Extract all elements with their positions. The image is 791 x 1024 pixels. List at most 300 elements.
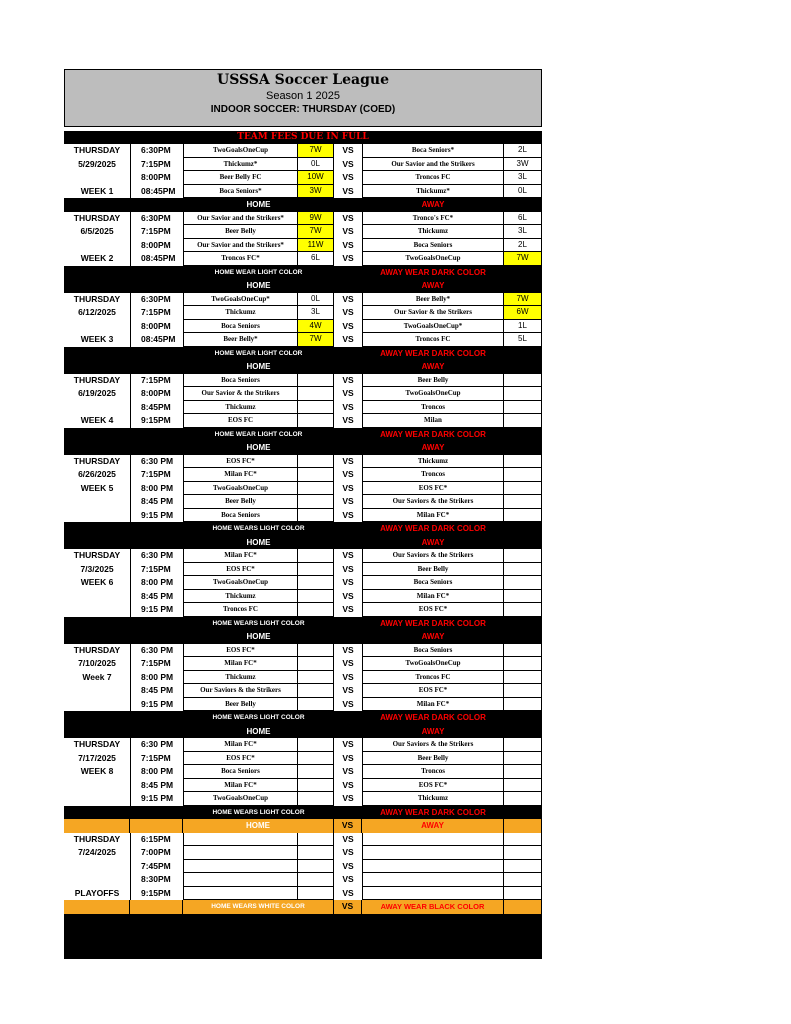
away-team: Troncos [362, 468, 504, 482]
home-team: EOS FC* [183, 455, 298, 469]
day-label: THURSDAY [64, 455, 130, 469]
home-color-note: HOME WEARS LIGHT COLOR [212, 808, 305, 816]
away-score: 2L [504, 239, 542, 253]
away-score: 3L [504, 225, 542, 239]
away-team: Milan FC* [362, 698, 504, 712]
band-spacer [504, 536, 542, 550]
home-label: HOME [246, 362, 271, 371]
day-label: THURSDAY [64, 549, 130, 563]
away-score [504, 374, 542, 388]
match-time: 9:15 PM [130, 792, 183, 806]
home-team: TwoGoalsOneCup* [183, 293, 298, 307]
match-time: 8:00 PM [130, 482, 183, 496]
match-row [64, 657, 542, 671]
match-time: 8:00 PM [130, 576, 183, 590]
day-label [64, 873, 130, 887]
away-score: 5L [504, 333, 542, 347]
playoff-row [64, 887, 542, 901]
home-team: EOS FC* [183, 644, 298, 658]
match-row [64, 252, 542, 266]
match-time: 8:00PM [130, 171, 183, 185]
vs-label: VS [334, 738, 362, 752]
band-spacer [64, 266, 183, 280]
day-label: WEEK 1 [64, 185, 130, 199]
day-label: 7/3/2025 [64, 563, 130, 577]
home-team: EOS FC* [183, 752, 298, 766]
match-time: 8:00 PM [130, 671, 183, 685]
band-spacer [334, 360, 362, 374]
away-label: AWAY [421, 537, 445, 547]
home-team: Boca Seniors* [183, 185, 298, 199]
day-label: THURSDAY [64, 738, 130, 752]
match-row [64, 779, 542, 793]
away-score [504, 495, 542, 509]
vs-label: VS [334, 158, 362, 172]
home-team: Thickumz [183, 306, 298, 320]
home-team: Milan FC* [183, 468, 298, 482]
match-row [64, 158, 542, 172]
playoff-row [64, 873, 542, 887]
away-team: Thickumz* [362, 185, 504, 199]
week-block [64, 212, 542, 293]
match-time: 9:15PM [130, 414, 183, 428]
vs-label: VS [334, 374, 362, 388]
home-team: EOS FC [183, 414, 298, 428]
vs-label: VS [334, 590, 362, 604]
playoffs-header [64, 819, 542, 833]
band-spacer [504, 198, 542, 212]
home-score [298, 752, 334, 766]
vs-label: VS [334, 185, 362, 199]
day-label [64, 779, 130, 793]
away-team: EOS FC* [362, 603, 504, 617]
vs-label: VS [334, 900, 362, 914]
away-team: Beer Belly [362, 563, 504, 577]
away-team [362, 846, 504, 860]
home-score: 7W [298, 225, 334, 239]
home-team: TwoGoalsOneCup [183, 792, 298, 806]
away-score [504, 387, 542, 401]
week-block [64, 374, 542, 455]
vs-label: VS [334, 482, 362, 496]
home-score [298, 779, 334, 793]
band-spacer [64, 441, 183, 455]
day-label: 6/26/2025 [64, 468, 130, 482]
home-color-note: HOME WEAR LIGHT COLOR [214, 349, 303, 357]
vs-label: VS [334, 252, 362, 266]
vs-label: VS [334, 887, 362, 901]
vs-label: VS [334, 752, 362, 766]
home-team: Thickumz [183, 590, 298, 604]
uniform-band [64, 428, 542, 442]
vs-label: VS [334, 792, 362, 806]
home-team [183, 860, 298, 874]
day-label: THURSDAY [64, 644, 130, 658]
away-team: Our Saviors & the Strikers [362, 495, 504, 509]
weeks-container [64, 144, 542, 819]
vs-label: VS [334, 684, 362, 698]
day-label: WEEK 8 [64, 765, 130, 779]
band-spacer [64, 630, 183, 644]
match-time: 7:15PM [130, 752, 183, 766]
day-label: 5/29/2025 [64, 158, 130, 172]
season-label: Season 1 2025 [265, 90, 340, 102]
match-time: 08:45PM [130, 252, 183, 266]
day-label [64, 239, 130, 253]
match-row [64, 320, 542, 334]
day-label: THURSDAY [64, 833, 130, 847]
away-score [504, 738, 542, 752]
away-score [504, 590, 542, 604]
match-time: 6:30PM [130, 293, 183, 307]
away-score [504, 644, 542, 658]
match-row [64, 792, 542, 806]
day-label: 7/17/2025 [64, 752, 130, 766]
schedule-sheet [64, 69, 542, 959]
day-label [64, 509, 130, 523]
away-team: TwoGoalsOneCup [362, 657, 504, 671]
band-spacer [64, 819, 130, 833]
home-score [298, 671, 334, 685]
home-score [298, 657, 334, 671]
band-spacer [130, 900, 183, 914]
match-time: 8:00PM [130, 239, 183, 253]
home-score [298, 644, 334, 658]
away-score [504, 779, 542, 793]
home-score: 4W [298, 320, 334, 334]
vs-label: VS [334, 171, 362, 185]
away-score [504, 846, 542, 860]
uniform-band [64, 711, 542, 725]
match-row [64, 239, 542, 253]
band-spacer [504, 725, 542, 739]
match-time: 7:15PM [130, 225, 183, 239]
home-color-note: HOME WEAR LIGHT COLOR [214, 430, 303, 438]
home-team: Beer Belly* [183, 333, 298, 347]
home-team: Beer Belly [183, 495, 298, 509]
home-score: 7W [298, 333, 334, 347]
match-row [64, 387, 542, 401]
band-spacer [334, 198, 362, 212]
playoff-row [64, 860, 542, 874]
day-label: THURSDAY [64, 293, 130, 307]
away-color-note: AWAY WEAR DARK COLOR [380, 267, 486, 277]
band-spacer [334, 725, 362, 739]
home-team: Our Savior & the Strikers [183, 387, 298, 401]
away-team: Troncos FC [362, 671, 504, 685]
vs-label: VS [334, 401, 362, 415]
home-score [298, 455, 334, 469]
day-label: 6/5/2025 [64, 225, 130, 239]
band-spacer [334, 630, 362, 644]
day-label: WEEK 6 [64, 576, 130, 590]
away-color-note: AWAY WEAR DARK COLOR [380, 807, 486, 817]
home-label: HOME [246, 726, 271, 736]
away-team: EOS FC* [362, 684, 504, 698]
home-team: Milan FC* [183, 549, 298, 563]
away-color-note: AWAY WEAR DARK COLOR [380, 618, 486, 628]
match-time: 8:45 PM [130, 495, 183, 509]
band-spacer [334, 279, 362, 293]
match-time: 8:45 PM [130, 590, 183, 604]
match-row [64, 374, 542, 388]
uniform-band [64, 198, 542, 212]
away-team: TwoGoalsOneCup [362, 252, 504, 266]
home-score [298, 468, 334, 482]
home-team: Our Savior and the Strikers* [183, 212, 298, 226]
match-time: 6:30 PM [130, 738, 183, 752]
away-score [504, 860, 542, 874]
match-row [64, 225, 542, 239]
day-label: 7/24/2025 [64, 846, 130, 860]
match-row [64, 414, 542, 428]
away-team: Boca Seniors* [362, 144, 504, 158]
away-team: TwoGoalsOneCup [362, 387, 504, 401]
match-time: 9:15 PM [130, 603, 183, 617]
home-color-note: HOME WEARS LIGHT COLOR [212, 525, 305, 532]
home-score [298, 833, 334, 847]
home-team: Beer Belly [183, 225, 298, 239]
match-row [64, 306, 542, 320]
match-time: 7:15PM [130, 657, 183, 671]
home-team: Beer Belly [183, 698, 298, 712]
away-label: AWAY [421, 443, 445, 452]
week-block [64, 144, 542, 212]
band-spacer [504, 347, 542, 361]
home-score [298, 549, 334, 563]
away-label: AWAY [421, 281, 445, 290]
match-row [64, 765, 542, 779]
match-row [64, 509, 542, 523]
home-score: 0L [298, 293, 334, 307]
day-label: PLAYOFFS [64, 887, 130, 901]
home-score [298, 603, 334, 617]
home-team: TwoGoalsOneCup [183, 144, 298, 158]
home-color-note: HOME WEAR LIGHT COLOR [214, 268, 303, 276]
away-team: Our Savior & the Strikers [362, 306, 504, 320]
match-row [64, 482, 542, 496]
away-label: AWAY [421, 362, 445, 371]
away-score: 7W [504, 252, 542, 266]
day-label [64, 698, 130, 712]
home-score: 7W [298, 144, 334, 158]
vs-label: VS [334, 779, 362, 793]
away-score [504, 401, 542, 415]
away-team: Boca Seniors [362, 576, 504, 590]
home-team [183, 833, 298, 847]
away-team: Beer Belly [362, 374, 504, 388]
away-color-note: AWAY WEAR BLACK COLOR [362, 900, 504, 914]
home-color-note: HOME WEARS LIGHT COLOR [212, 619, 305, 627]
match-time: 8:45 PM [130, 684, 183, 698]
away-score [504, 752, 542, 766]
band-spacer [64, 536, 183, 550]
away-team: Milan FC* [362, 590, 504, 604]
home-away-band [64, 725, 542, 739]
home-score: 3W [298, 185, 334, 199]
vs-label: VS [334, 239, 362, 253]
band-spacer [334, 266, 362, 280]
match-row [64, 590, 542, 604]
match-row [64, 401, 542, 415]
playoffs-footer [64, 900, 542, 914]
band-spacer [64, 428, 183, 442]
home-score [298, 482, 334, 496]
home-score [298, 563, 334, 577]
match-time: 8:45PM [130, 401, 183, 415]
away-score [504, 563, 542, 577]
playoffs-section [64, 819, 542, 914]
home-score [298, 738, 334, 752]
away-score: 3W [504, 158, 542, 172]
home-team [183, 873, 298, 887]
match-time: 8:00 PM [130, 765, 183, 779]
away-team [362, 860, 504, 874]
home-team: Thickumz* [183, 158, 298, 172]
match-row [64, 185, 542, 199]
band-spacer [64, 617, 183, 631]
home-color-note: HOME WEARS WHITE COLOR [183, 900, 334, 914]
week-block [64, 455, 542, 550]
home-team: Milan FC* [183, 779, 298, 793]
away-team: Troncos [362, 765, 504, 779]
away-color-note: AWAY WEAR DARK COLOR [380, 429, 486, 439]
vs-label: VS [334, 698, 362, 712]
match-time: 7:15PM [130, 374, 183, 388]
home-team: Milan FC* [183, 738, 298, 752]
vs-label: VS [334, 846, 362, 860]
away-team: Troncos FC [362, 171, 504, 185]
away-team: Beer Belly [362, 752, 504, 766]
home-score: 11W [298, 239, 334, 253]
home-score: 10W [298, 171, 334, 185]
vs-label: VS [334, 576, 362, 590]
away-score: 6L [504, 212, 542, 226]
away-score [504, 684, 542, 698]
schedule-header [64, 69, 542, 127]
match-row [64, 212, 542, 226]
match-row [64, 293, 542, 307]
uniform-band [64, 806, 542, 820]
away-team: Troncos [362, 401, 504, 415]
vs-label: VS [334, 563, 362, 577]
vs-label: VS [334, 293, 362, 307]
match-time: 7:45PM [130, 860, 183, 874]
band-spacer [504, 711, 542, 725]
away-team: Our Saviors & the Strikers [362, 738, 504, 752]
band-spacer [334, 711, 362, 725]
day-label [64, 320, 130, 334]
match-time: 7:00PM [130, 846, 183, 860]
match-row [64, 684, 542, 698]
away-score [504, 671, 542, 685]
away-color-note: AWAY WEAR DARK COLOR [380, 348, 486, 358]
home-score [298, 887, 334, 901]
home-score [298, 509, 334, 523]
band-spacer [64, 522, 183, 536]
home-score [298, 765, 334, 779]
week-block [64, 293, 542, 374]
band-spacer [334, 617, 362, 631]
home-away-band [64, 360, 542, 374]
home-color-note: HOME WEARS LIGHT COLOR [212, 714, 305, 721]
match-row [64, 576, 542, 590]
home-team: Thickumz [183, 671, 298, 685]
home-score [298, 792, 334, 806]
vs-label: VS [334, 549, 362, 563]
home-team: Boca Seniors [183, 374, 298, 388]
match-time: 8:00PM [130, 320, 183, 334]
band-spacer [504, 819, 542, 833]
day-label: THURSDAY [64, 374, 130, 388]
vs-label: VS [334, 333, 362, 347]
day-label [64, 401, 130, 415]
home-score [298, 414, 334, 428]
band-spacer [504, 617, 542, 631]
away-score [504, 792, 542, 806]
away-team: Boca Seniors [362, 644, 504, 658]
band-spacer [64, 725, 183, 739]
vs-label: VS [334, 873, 362, 887]
home-label: HOME [183, 819, 334, 833]
match-time: 8:00PM [130, 387, 183, 401]
home-score [298, 387, 334, 401]
match-time: 08:45PM [130, 185, 183, 199]
band-spacer [504, 522, 542, 536]
vs-label: VS [334, 468, 362, 482]
band-spacer [334, 522, 362, 536]
home-label: HOME [246, 632, 271, 641]
home-score [298, 576, 334, 590]
day-label [64, 171, 130, 185]
match-time: 6:15PM [130, 833, 183, 847]
match-time: 08:45PM [130, 333, 183, 347]
playoff-row [64, 833, 542, 847]
away-score [504, 657, 542, 671]
home-label: HOME [246, 537, 271, 547]
match-time: 9:15 PM [130, 509, 183, 523]
band-spacer [130, 819, 183, 833]
match-row [64, 468, 542, 482]
away-team: Our Savior and the Strikers [362, 158, 504, 172]
home-team: Thickumz [183, 401, 298, 415]
home-score [298, 590, 334, 604]
away-score: 1L [504, 320, 542, 334]
away-score [504, 873, 542, 887]
home-team: Beer Belly FC [183, 171, 298, 185]
away-label: AWAY [362, 819, 504, 833]
vs-label: VS [334, 455, 362, 469]
band-spacer [504, 806, 542, 820]
band-spacer [504, 900, 542, 914]
vs-label: VS [334, 833, 362, 847]
uniform-band [64, 522, 542, 536]
match-time: 7:15PM [130, 468, 183, 482]
band-spacer [334, 536, 362, 550]
away-team [362, 833, 504, 847]
fees-banner: TEAM FEES DUE IN FULL [64, 131, 542, 144]
band-spacer [504, 630, 542, 644]
away-score [504, 698, 542, 712]
match-row [64, 752, 542, 766]
away-score: 2L [504, 144, 542, 158]
band-spacer [64, 900, 130, 914]
away-team: Beer Belly* [362, 293, 504, 307]
home-score [298, 873, 334, 887]
away-label: AWAY [421, 632, 445, 641]
away-score [504, 414, 542, 428]
match-row [64, 644, 542, 658]
